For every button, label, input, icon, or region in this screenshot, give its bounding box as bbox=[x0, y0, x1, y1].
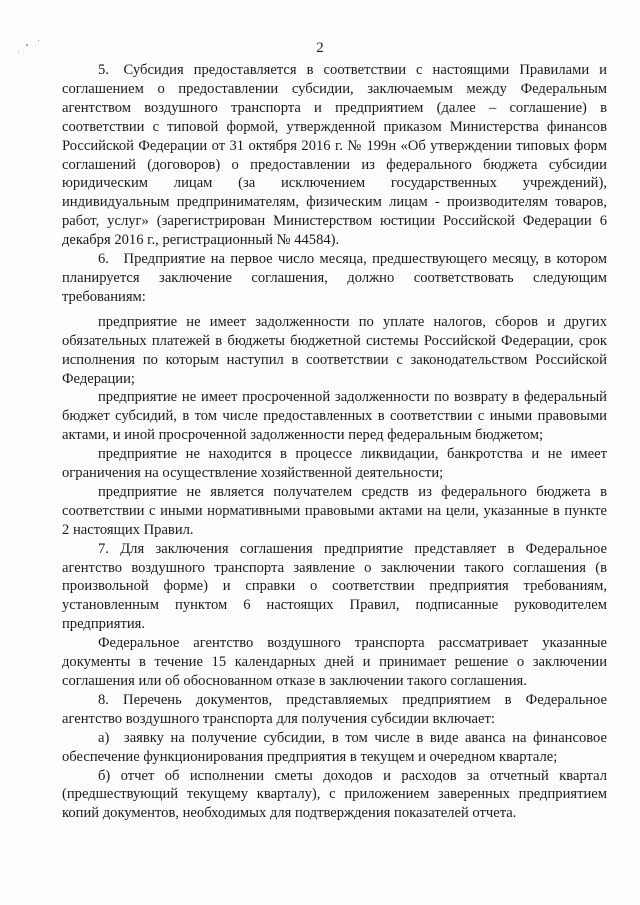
paragraph-item-5: 5. Субсидия предоставляется в соответствии с настоящими Правилами и соглашением о предоставлении субсидии, заключаемым между Федеральным агентством воздушного транспорта и предприятием (далее – соглашение) в соответствии с типовой формой, утвержденной приказом Министерства финансов Российской Федерации от 31 октября 2016 г. № 199н «Об утверждении типовых форм соглашений (договоров) о предоставлении из федерального бюджета субсидии юридическим лицам (за исключением государственных учреждений), индивидуальным предпринимателям, физическим лицам - производителям товаров, работ, услуг» (зарегистрирован Министерством юстиции Российской Федерации 6 декабря 2016 г., регистрационный № 44584). bbox=[62, 62, 607, 249]
requirement-no-tax-debt: предприятие не имеет задолженности по уплате налогов, сборов и других обязательных платежей в бюджеты бюджетной системы Российской Федерации, срок исполнения по которым наступил в соответствии с законодательством Российской Федерации; bbox=[62, 313, 607, 387]
list-item-b: б) отчет об исполнении сметы доходов и расходов за отчетный квартал (предшествующий текущему кварталу), с приложением заверенных предприятием копий документов, необходимых для подтверждения показателей отчета. bbox=[62, 767, 607, 822]
paragraph-agency-review: Федеральное агентство воздушного транспорта рассматривает указанные документы в течение 15 календарных дней и принимает решение о заключении соглашения или об обоснованном отказе в заключении такого соглашения. bbox=[62, 635, 607, 689]
requirement-no-overdue-debt: предприятие не имеет просроченной задолженности по возврату в федеральный бюджет субсидий, в том числе предоставленных в соответствии с иными правовыми актами, и иной просроченной задолженности перед федеральным бюджетом; bbox=[62, 389, 607, 444]
page-number: 2 bbox=[316, 40, 324, 56]
paragraph-item-6: 6. Предприятие на первое число месяца, предшествующего месяцу, в котором планируется заключение соглашения, должно соответствовать следующим требованиям: bbox=[62, 251, 607, 305]
requirement-not-recipient: предприятие не является получателем средств из федерального бюджета в соответствии с иными нормативными правовыми актами на цели, указанные в пункте 2 настоящих Правил. bbox=[62, 483, 607, 538]
list-item-a: а) заявку на получение субсидии, в том числе в виде аванса на финансовое обеспечение функционирования предприятия в текущем и очередном квартале; bbox=[62, 729, 607, 765]
document-body bbox=[62, 61, 607, 823]
paragraph-item-7: 7. Для заключения соглашения предприятие представляет в Федеральное агентство воздушного транспорта заявление о заключении такого соглашения (в произвольной форме) и справки о соответствии предприятия требованиям, установленным пунктом 6 настоящих Правил, подписанные руководителем предприятия. bbox=[62, 540, 607, 633]
paragraph-item-8: 8. Перечень документов, представляемых предприятием в Федеральное агентство воздушного транспорта для получения субсидии включает: bbox=[62, 691, 607, 727]
requirement-not-liquidated: предприятие не находится в процессе ликвидации, банкротства и не имеет ограничения на осуществление хозяйственной деятельности; bbox=[62, 446, 607, 482]
